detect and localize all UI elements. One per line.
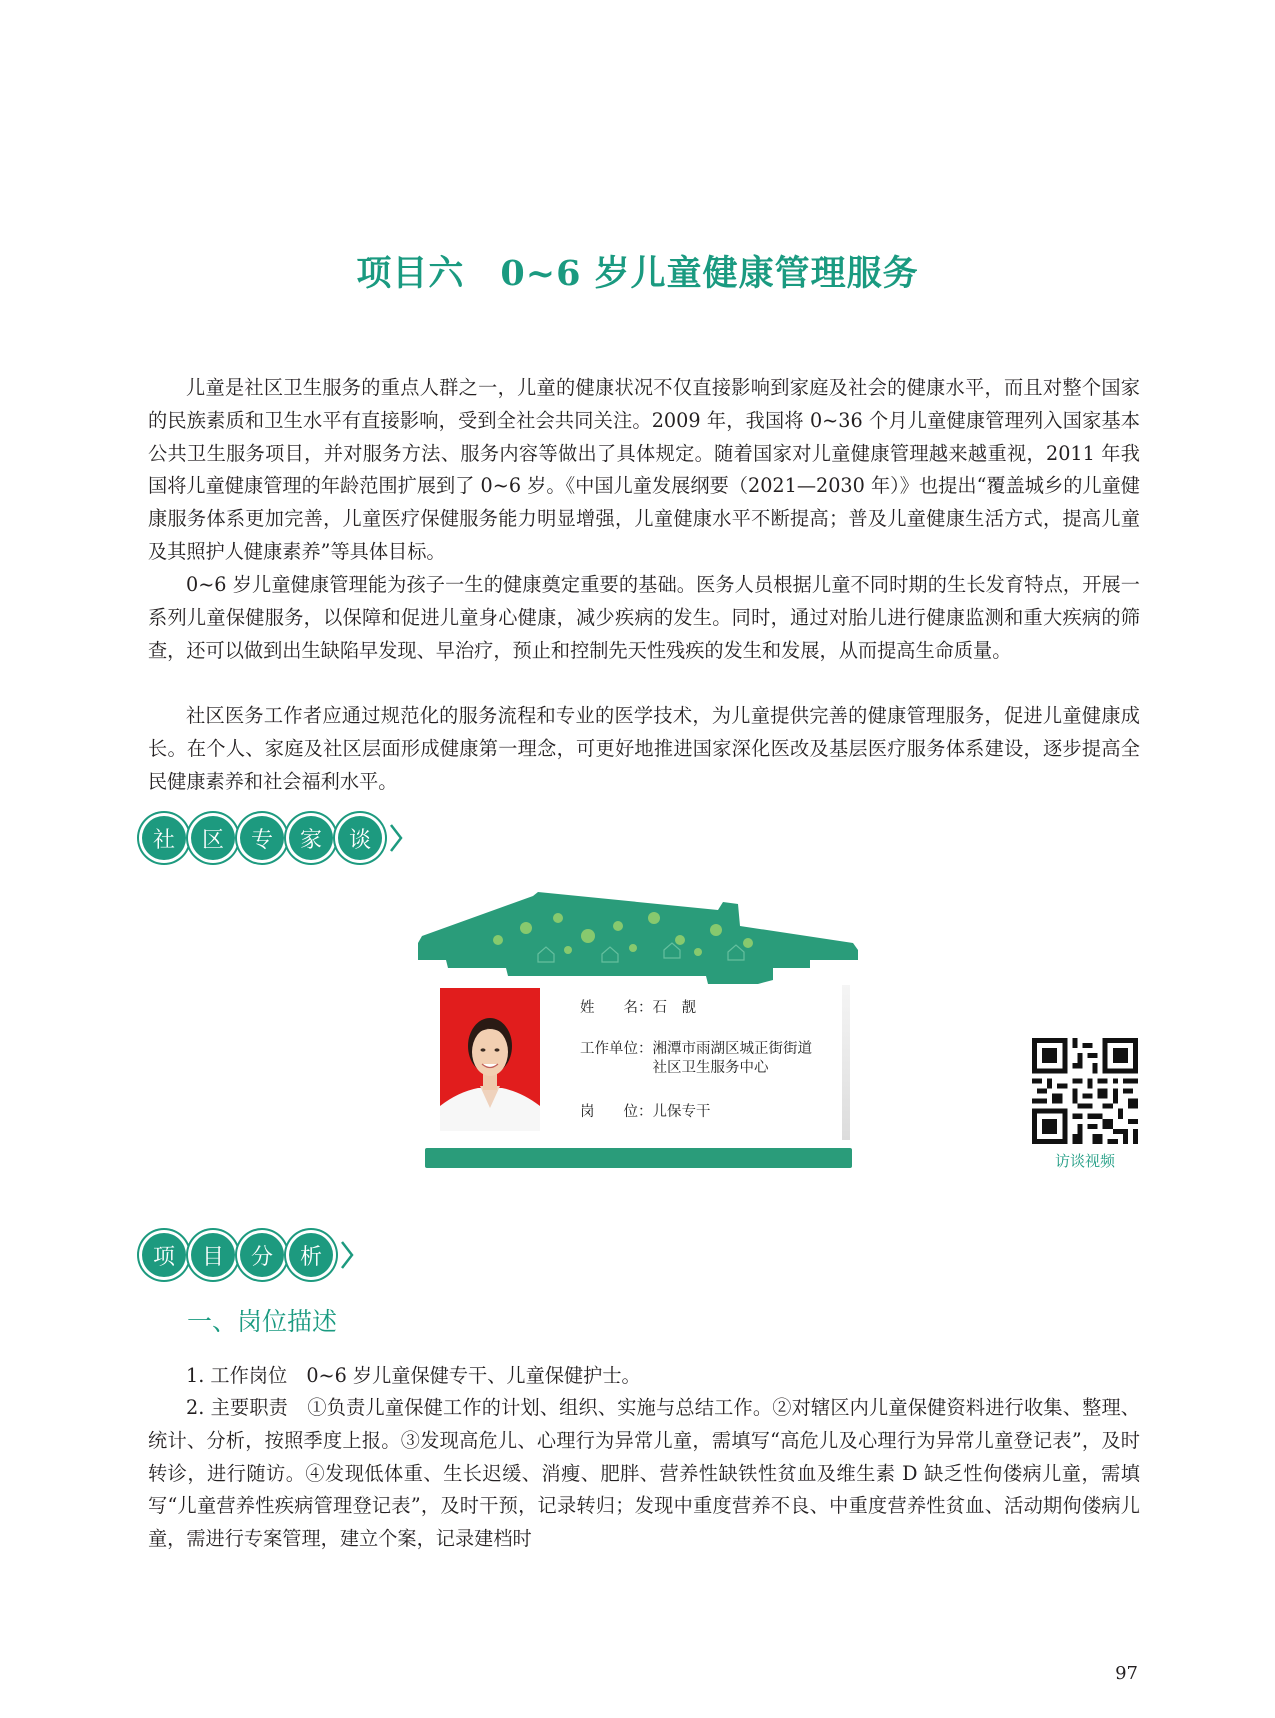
badge-char: 专: [240, 816, 284, 860]
unit-row: [580, 1040, 812, 1078]
badge-char: 区: [191, 816, 235, 860]
badge-char: 目: [191, 1233, 235, 1277]
page-number: 97: [1115, 1663, 1138, 1684]
expert-talk-badge: [142, 810, 403, 866]
badge-char: 家: [289, 816, 333, 860]
badge-char: 项: [142, 1233, 186, 1277]
card-edge: [842, 985, 850, 1140]
portrait-illustration: [440, 988, 540, 1131]
intro-paragraph-3: 社区医务工作者应通过规范化的服务流程和专业的医学技术，为儿童提供完善的健康管理服务，促进儿童健康成长。在个人、家庭及社区层面形成健康第一理念，可更好地推进国家深化医改及基层医疗服务体系建设，逐步提高全民健康素养和社会福利水平。: [148, 704, 1140, 793]
item-work-post: 1. 工作岗位 0~6 岁儿童保健专干、儿童保健护士。: [186, 1364, 641, 1387]
badge-char: 分: [240, 1233, 284, 1277]
intro-paragraph-1: 儿童是社区卫生服务的重点人群之一，儿童的健康状况不仅直接影响到家庭及社会的健康水平，而且对整个国家的民族素质和卫生水平有直接影响，受到全社会共同关注。2009 年，我国将 0~36 个月儿童健康管理列入国家基本公共卫生服务项目，并对服务方法、服务内容等做出了具体规定。随着国家对儿童健康管理越来越重视，2011 年我国将儿童健康管理的年龄范围扩展到了 0~6 岁。《中国儿童发展纲要（2021—2030 年）》也提出“覆盖城乡的儿童健康服务体系更加完善，儿童医疗保健服务能力明显增强，儿童健康水平不断提高；普及儿童健康生活方式，提高儿童及其照护人健康素养”等具体目标。: [148, 376, 1140, 563]
project-analysis-badge: [142, 1227, 354, 1283]
name-label: 姓 名：: [580, 1000, 653, 1016]
item-main-duties: 2. 主要职责 ①负责儿童保健工作的计划、组织、实施与总结工作。②对辖区内儿童保健资料进行收集、整理、统计、分析，按照季度上报。③发现高危儿、心理行为异常儿童，需填写“高危儿及心理行为异常儿童登记表”，及时转诊，进行随访。④发现低体重、生长迟缓、消瘦、肥胖、营养性缺铁性贫血及维生素 D 缺乏性佝偻病儿童，需填写“儿童营养性疾病管理登记表”，及时干预，记录转归；发现中重度营养不良、中重度营养性贫血、活动期佝偻病儿童，需进行专案管理，建立个案，记录建档时: [148, 1396, 1140, 1551]
badge-arrow-icon: [389, 823, 403, 853]
name-row: [580, 996, 696, 1017]
page-title: 项目六 0~6 岁儿童健康管理服务: [356, 253, 919, 294]
badge-char: 析: [289, 1233, 333, 1277]
section-heading: 一、岗位描述: [187, 1307, 338, 1336]
portrait-photo: [440, 988, 540, 1131]
qr-label: 访谈视频: [1054, 1152, 1115, 1170]
post-value: 儿保专干: [652, 1104, 711, 1120]
qr-code-icon[interactable]: [1032, 1038, 1138, 1144]
card-roof-graphic: [418, 888, 858, 988]
intro-paragraph-2: 0~6 岁儿童健康管理能为孩子一生的健康奠定重要的基础。医务人员根据儿童不同时期的生长发育特点，开展一系列儿童保健服务，以保障和促进儿童身心健康，减少疾病的发生。同时，通过对胎儿进行健康监测和重大疾病的筛查，还可以做到出生缺陷早发现、早治疗，预止和控制先天性残疾的发生和发展，从而提高生命质量。: [148, 573, 1140, 662]
unit-label: 工作单位：: [580, 1041, 653, 1057]
badge-arrow-icon: [340, 1240, 354, 1270]
name-value: 石 靓: [652, 1000, 696, 1016]
unit-value-line1: 湘潭市雨湖区城正街街道: [652, 1041, 812, 1057]
card-base-bar: [425, 1148, 852, 1168]
unit-value-line2: 社区卫生服务中心: [652, 1060, 769, 1076]
badge-char: 谈: [338, 816, 382, 860]
post-row: [580, 1100, 711, 1121]
badge-char: 社: [142, 816, 186, 860]
post-label: 岗 位：: [580, 1104, 653, 1120]
